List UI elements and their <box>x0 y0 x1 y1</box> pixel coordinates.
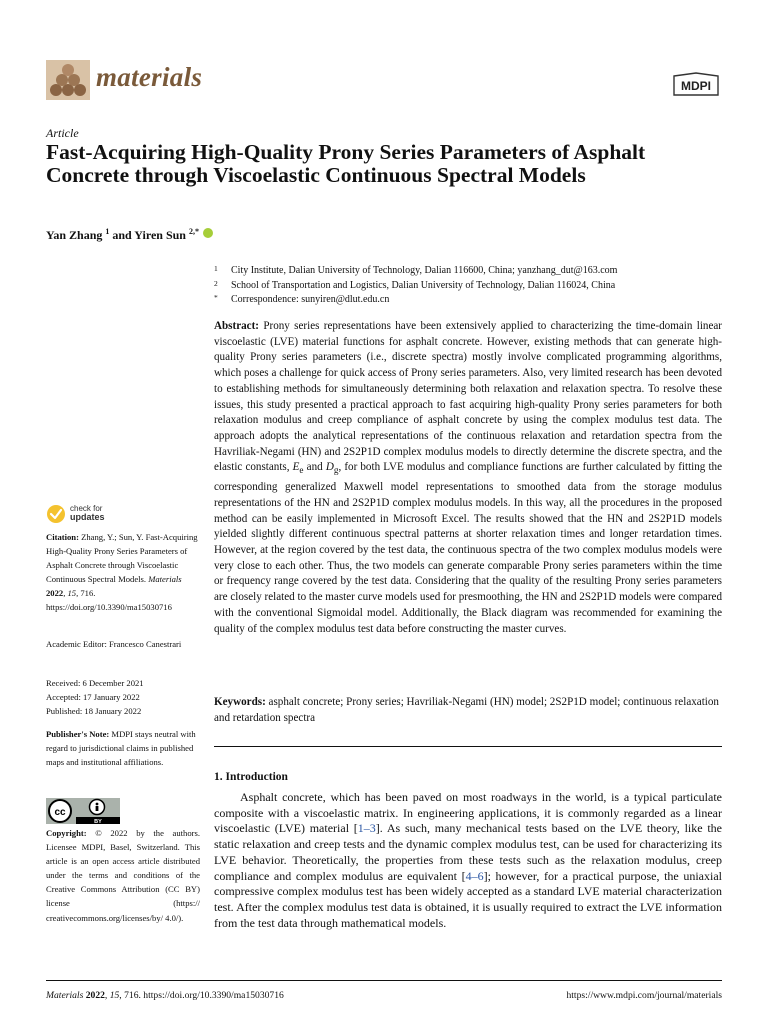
citation-journal: Materials <box>148 574 182 585</box>
svg-text:cc: cc <box>54 807 66 818</box>
affiliation-mark: * <box>214 293 218 302</box>
check-for-updates-label <box>70 504 105 522</box>
affiliation-item <box>214 293 724 308</box>
intro-text: ]. As such, many mechanical tests based on the LVE theory, like the static relaxation and creep tests and the dynamic complex modulus test, can be used for characterizing its LVE behavior. Theoretically, the properties from these tests such as the relaxation modulus, creep compliance and complex modulus are equivalent [ <box>214 821 722 883</box>
author-affil-mark: 2,* <box>188 227 199 236</box>
author-name: Yiren Sun <box>134 228 186 242</box>
footer-volume: 15 <box>109 990 120 1001</box>
citation-year: 2022 <box>46 588 64 599</box>
abstract-label: Abstract: <box>214 320 259 332</box>
orcid-icon[interactable] <box>203 228 213 238</box>
intro-paragraph <box>214 790 722 931</box>
abstract <box>214 319 722 637</box>
section-heading: 1. Introduction <box>214 771 288 783</box>
article-title: Fast-Acquiring High-Quality Prony Series Parameters of Asphalt Concrete through Viscoelastic Continuous Spectral Models <box>46 140 646 187</box>
affiliation-mark: 2 <box>214 278 218 288</box>
symbol-ee: E <box>292 461 300 474</box>
materials-logo-icon <box>46 60 90 100</box>
author-conjunction: and <box>112 228 132 242</box>
abstract-text-cont: , for both LVE modulus and compliance functions are further calculated by fitting the corresponding generalized Maxwell model representations to smoothed data from the storage modulus representations of the HN and 2S2P1D complex modulus models. In this way, all the procedures in the proposed method can be easily implemented in Microsoft Excel. The results showed that the HN and 2S2P1D models yielded slightly different continuous spectral patterns at shorter relaxation times and longer retardation times. However, at the region covered by the test data, the continuous spectra of the two complex modulus models were very close to each other. Thus, the two models can generate comparable Prony series parameters within the time or frequency range covered by the test data. Considering that the quality of the resulting Prony series parameters are closely related to the master curve models used for presmoothing, the HN and 2S2P1D models were compared with the conventional Sigmoidal model. Additionally, the Black diagram was recommended for examining the quality of the complex modulus test data before constructing the master curves. <box>214 461 723 635</box>
check-for-updates-icon <box>46 504 66 524</box>
footer-citation: Materials 2022, 15, 716. https://doi.org/10.3390/ma15030716 <box>46 990 284 1001</box>
svg-text:BY: BY <box>94 819 102 824</box>
copyright-label: Copyright: <box>46 828 87 838</box>
copyright-block <box>46 826 200 925</box>
affiliation-text: City Institute, Dalian University of Technology, Dalian 116600, China; yanzhang_dut@163.com <box>231 265 618 276</box>
affiliation-item <box>214 264 724 279</box>
citation-link[interactable]: 4–6 <box>465 868 484 883</box>
citation-text: Zhang, Y.; Sun, Y. Fast-Acquiring High-Quality Prony Series Parameters of Asphalt Concrete through Viscoelastic Continuous Spectral Models. <box>46 532 198 585</box>
abstract-conjunction: and <box>306 461 323 474</box>
publisher-note-text: MDPI stays neutral with regard to jurisdictional claims in published maps and institutional affiliations. <box>46 729 196 768</box>
keywords <box>214 695 722 726</box>
symbol-dg: D <box>325 461 334 474</box>
keywords-text: asphalt concrete; Prony series; Havriliak-Negami (HN) model; 2S2P1D model; continuous relaxation and retardation spectra <box>214 696 719 724</box>
intro-text: Asphalt concrete, which has been paved on most roadways in the world, is a typical particulate composite with a viscoelastic matrix. In engineering applications, it is commonly regarded as a linear viscoelastic (LVE) material [ <box>214 790 722 836</box>
journal-header <box>46 58 722 104</box>
footer-doi[interactable]: , 716. https://doi.org/10.3390/ma15030716 <box>119 990 284 1001</box>
check-for-label: check for <box>70 504 103 513</box>
mdpi-logo-icon <box>670 72 722 98</box>
citation-volume: 15 <box>67 588 77 599</box>
affiliation-mark: 1 <box>214 264 218 273</box>
affiliations <box>214 264 724 308</box>
citation-link[interactable]: 1–3 <box>357 821 376 836</box>
date-accepted: Accepted: 17 January 2022 <box>46 692 140 703</box>
symbol-dg-sub: g <box>333 466 339 477</box>
check-for-updates-button[interactable] <box>46 504 126 526</box>
keywords-label: Keywords: <box>214 696 266 708</box>
publisher-note <box>46 727 200 769</box>
publisher-note-label: Publisher's Note: <box>46 729 110 739</box>
citation-label: Citation: <box>46 532 79 542</box>
affiliation-item <box>214 279 724 294</box>
journal-name: materials <box>96 62 203 92</box>
cc-by-license-icon[interactable] <box>46 798 120 824</box>
section-divider <box>214 746 722 747</box>
footer-journal: Materials <box>46 990 84 1001</box>
mdpi-logo-text: MDPI <box>681 79 711 93</box>
affiliation-text: Correspondence: sunyiren@dlut.edu.cn <box>231 294 390 305</box>
article-type: Article <box>46 126 79 140</box>
footer-year: 2022 <box>85 990 105 1001</box>
date-received: Received: 6 December 2021 <box>46 678 144 688</box>
abstract-text: Prony series representations have been extensively applied to characterizing the time-domain linear viscoelastic (LVE) material functions for asphalt concrete. However, existing methods that can generate high-quality Prony series parameters (i.e., discrete spectra) mostly involve complicated programming algorithms, which poses a challenge for quick access of Prony series parameters. Also, very limited research has been devoted to establishing methods for simultaneously determining both relaxation and relaxation spectra. To resolve these issues, this study presented a practical approach to fast acquiring high-quality Prony series parameters for both relaxation modulus and creep compliance of asphalt concrete by using the complex modulus test data. The approach adopts the analytical representations of the continuous relaxation and retardation spectra from the Havriliak-Negami (HN) and 2S2P1D complex modulus models to directly determine the discrete spectra, and the elastic constants, <box>214 320 722 474</box>
date-published: Published: 18 January 2022 <box>46 706 142 717</box>
author-affil-mark: 1 <box>105 227 110 236</box>
copyright-text: © 2022 by the authors. Licensee MDPI, Basel, Switzerland. This article is an open access article distributed under the terms and conditions of the Creative Commons Attribution (CC BY) license (https:// creativecommons.org/licenses/by/ 4.0/). <box>46 828 200 923</box>
footer-journal-url[interactable]: https://www.mdpi.com/journal/materials <box>566 990 722 1001</box>
intro-text: ]; however, for a practical purpose, the uniaxial compressive complex modulus test has been widely accepted as a standard LVE material characterization test. After the complex modulus test data is obtained, it is usually required to extract the LVE information from the test data through mathematical models. <box>214 868 723 930</box>
citation-block: Citation: Zhang, Y.; Sun, Y. Fast-Acquiring High-Quality Prony Series Parameters of Asphalt Concrete through Viscoelastic Continuous Spectral Models. Materials 2022, 15, 716. https://doi.org/10.3390/ma15030716 <box>46 532 198 613</box>
academic-editor: Academic Editor: Francesco Canestrari <box>46 639 182 649</box>
author-list <box>46 227 213 243</box>
symbol-ee-sub: e <box>299 466 304 477</box>
author-name: Yan Zhang <box>46 228 103 242</box>
updates-label: updates <box>70 512 105 522</box>
footer-divider <box>46 980 722 981</box>
affiliation-text: School of Transportation and Logistics, Dalian University of Technology, Dalian 116024, China <box>231 279 616 291</box>
citation-doi[interactable]: , 716. https://doi.org/10.3390/ma15030716 <box>46 588 172 613</box>
dates-block <box>46 676 200 718</box>
